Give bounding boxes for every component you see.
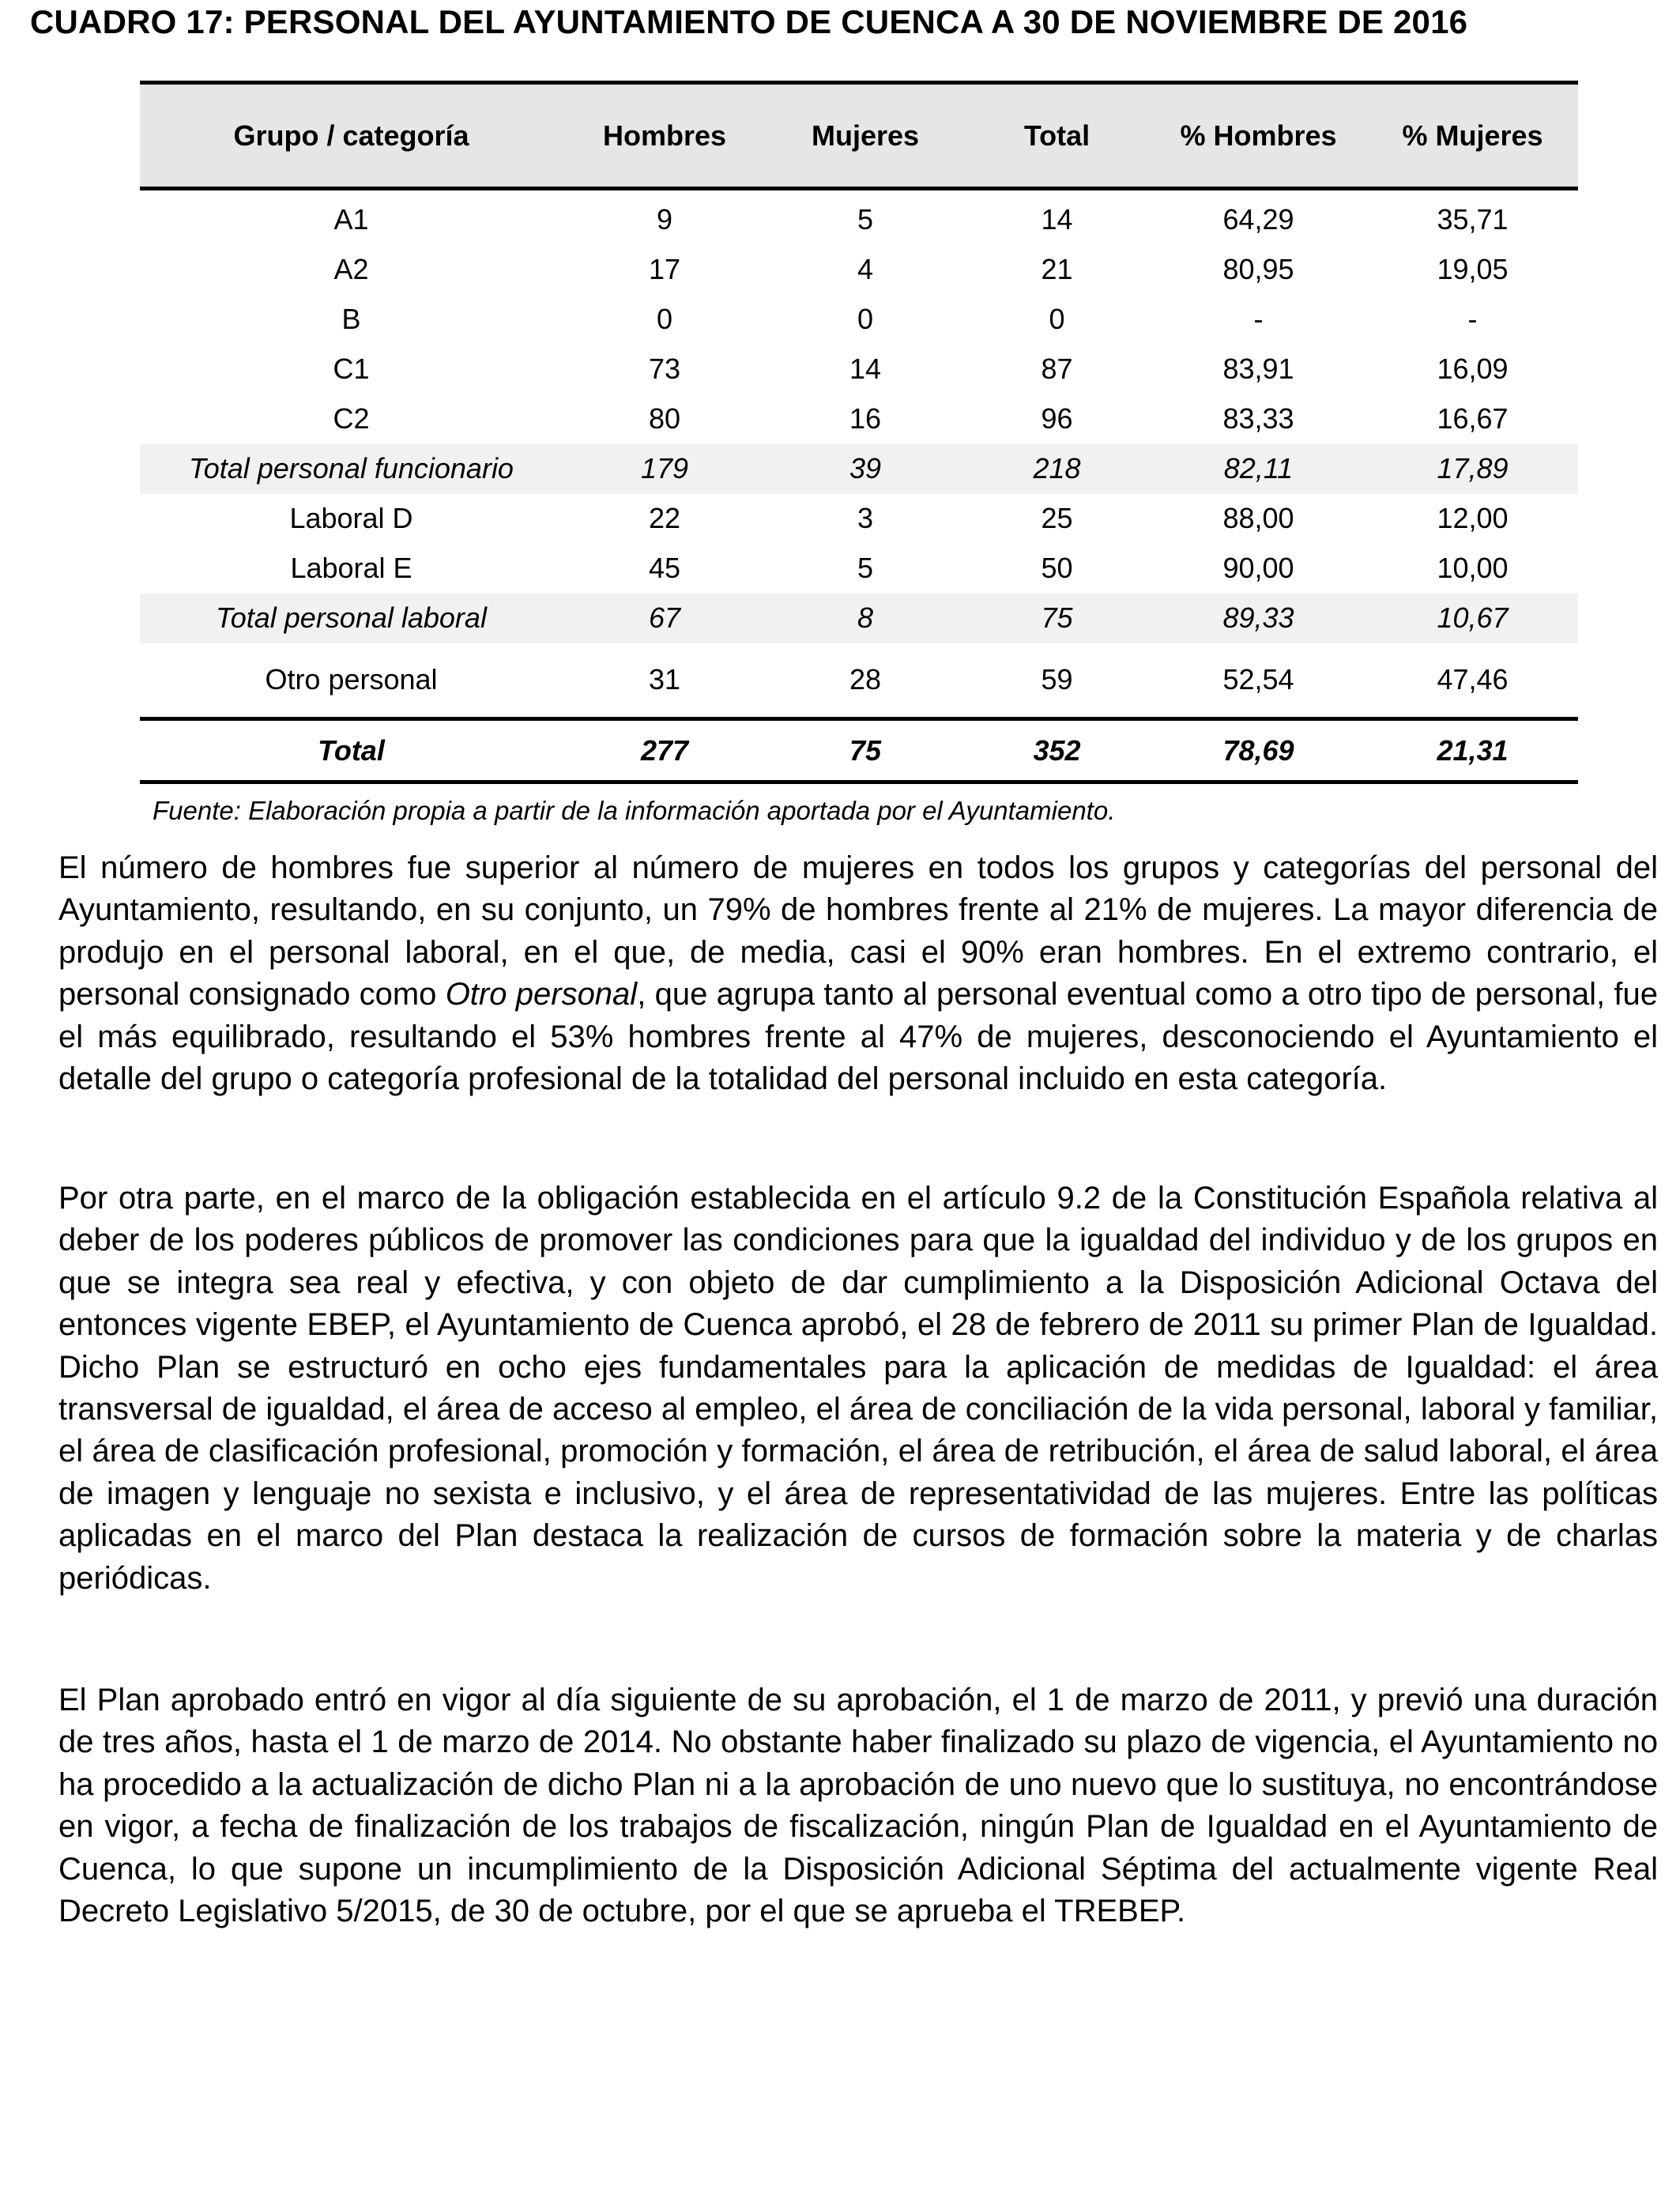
table-cell: 90,00: [1222, 552, 1294, 584]
table-cell: 89,33: [1150, 594, 1367, 643]
table-spacer: [140, 189, 1578, 195]
subtotal-row-funcionario: [140, 444, 1578, 494]
table-cell: Otro personal: [265, 663, 438, 696]
table-cell: 0: [1049, 303, 1065, 335]
table-cell: C2: [333, 402, 370, 435]
paragraph-2: Por otra parte, en el marco de la obligación establecida en el artículo 9.2 de la Constitución Española relativa al deber de los poderes públicos de promover las condiciones para que la igualdad del individuo y de los grupos en que se integra sea real y efectiva, y con objeto de dar cumplimiento a la Disposición Adicional Octava del entonces vigente EBEP, el Ayuntamiento de Cuenca aprobó, el 28 de febrero de 2011 su primer Plan de Igualdad. Dicho Plan se estructuró en ocho ejes fundamentales para la aplicación de medidas de Igualdad: el área transversal de igualdad, el área de acceso al empleo, el área de conciliación de la vida personal, laboral y familiar, el área de clasificación profesional, promoción y formación, el área de retribución, el área de salud laboral, el área de imagen y lenguaje no sexista e inclusivo, y el área de representatividad de las mujeres. Entre las políticas aplicadas en el marco del Plan destaca la realización de cursos de formación sobre la materia y de charlas periódicas.: [58, 1181, 1658, 1596]
table-row: [140, 643, 1578, 719]
table-cell: 83,33: [1222, 402, 1294, 435]
table-cell: 179: [563, 444, 767, 494]
table-cell: 0: [656, 303, 673, 335]
table-row: [140, 295, 1578, 345]
table-cell: 52,54: [1222, 663, 1294, 696]
subtotal-row-laboral: [140, 594, 1578, 643]
table-cell: Total: [140, 719, 563, 782]
table-cell: Total personal laboral: [140, 594, 563, 643]
table-cell: B: [341, 303, 361, 335]
paragraph-1-emphasis: Otro personal: [445, 977, 638, 1012]
table-cell: 4: [857, 253, 874, 285]
table-cell: 83,91: [1222, 352, 1294, 385]
table-cell: 16,67: [1437, 402, 1509, 435]
table-cell: 14: [1041, 203, 1073, 236]
table-cell: 9: [656, 203, 673, 236]
table-source-note: Fuente: Elaboración propia a partir de la información aportada por el Ayuntamiento.: [153, 796, 1116, 825]
table-cell: 64,29: [1222, 203, 1294, 236]
table-cell: -: [1467, 303, 1478, 335]
paragraph-1-text-b: , que agrupa tanto al personal eventual como a otro tipo de personal, fue el más equilibrado, resultando el 53% hombres frente al 47% de mujeres, desconociendo el Ayuntamiento el detalle del grupo o categoría profesional de la totalidad del personal incluido en esta categoría.: [58, 977, 1659, 1097]
paragraph-1-text-a: El número de hombres fue superior al número de mujeres en todos los grupos y categorías del personal del Ayuntamiento, resultando, en su conjunto, un 79% de hombres frente al 21% de mujeres. La mayor diferencia de produjo en el personal laboral, en el que, de media, casi el 90% eran hombres. En el extremo contrario, el personal consignado como: [58, 850, 1658, 1012]
table-row: [140, 195, 1578, 245]
paragraph-1: [58, 847, 1658, 1100]
table-row: [140, 345, 1578, 394]
table-cell: 277: [563, 719, 767, 782]
table-cell: 59: [1041, 663, 1073, 696]
table-cell: 35,71: [1437, 203, 1509, 236]
table-cell: 82,11: [1150, 444, 1367, 494]
table-cell: 14: [849, 352, 882, 385]
table-row: [140, 544, 1578, 594]
column-header-total: Total: [964, 83, 1150, 189]
column-header-pct-men: % Hombres: [1150, 83, 1367, 189]
table-row: [140, 394, 1578, 444]
table-cell: 0: [857, 303, 874, 335]
table-cell: 16,09: [1437, 352, 1509, 385]
personnel-table: [140, 81, 1578, 784]
table-cell: 17,89: [1367, 444, 1578, 494]
table-cell: 5: [857, 552, 874, 584]
grand-total-row: [140, 719, 1578, 782]
table-row: [140, 494, 1578, 544]
table-cell: 39: [767, 444, 964, 494]
table-cell: -: [1253, 303, 1264, 335]
table-cell: 88,00: [1222, 502, 1294, 534]
table-cell: 22: [648, 502, 681, 534]
table-cell: Laboral E: [290, 552, 412, 584]
table-cell: 73: [648, 352, 681, 385]
table-cell: 75: [767, 719, 964, 782]
table-cell: 47,46: [1437, 663, 1509, 696]
table-cell: 28: [849, 663, 882, 696]
table-cell: 78,69: [1150, 719, 1367, 782]
table-cell: 80: [648, 402, 681, 435]
table-cell: 31: [648, 663, 681, 696]
table-cell: Total personal funcionario: [140, 444, 563, 494]
column-header-women: Mujeres: [767, 83, 964, 189]
table-cell: 21,31: [1367, 719, 1578, 782]
table-cell: 75: [964, 594, 1150, 643]
table-cell: 19,05: [1437, 253, 1509, 285]
table-cell: 67: [563, 594, 767, 643]
table-cell: 218: [964, 444, 1150, 494]
spacer-cell: [140, 189, 1578, 195]
table-header-row: [140, 83, 1578, 189]
table-cell: 50: [1041, 552, 1073, 584]
table-cell: 87: [1041, 352, 1073, 385]
paragraph-3: El Plan aprobado entró en vigor al día siguiente de su aprobación, el 1 de marzo de 2011, y previó una duración de tres años, hasta el 1 de marzo de 2014. No obstante haber finalizado su plazo de vigencia, el Ayuntamiento no ha procedido a la actualización de dicho Plan ni a la aprobación de uno nuevo que lo sustituya, no encontrándose en vigor, a fecha de finalización de los trabajos de fiscalización, ningún Plan de Igualdad en el Ayuntamiento de Cuenca, lo que supone un incumplimiento de la Disposición Adicional Séptima del actualmente vigente Real Decreto Legislativo 5/2015, de 30 de octubre, por el que se aprueba el TREBEP.: [58, 1683, 1658, 1929]
column-header-pct-women: % Mujeres: [1367, 83, 1578, 189]
table-cell: 21: [1041, 253, 1073, 285]
table-cell: 10,67: [1367, 594, 1578, 643]
table-cell: 96: [1041, 402, 1073, 435]
table-cell: 45: [648, 552, 681, 584]
table-cell: 16: [849, 402, 882, 435]
table-cell: 25: [1041, 502, 1073, 534]
table-cell: 3: [857, 502, 874, 534]
table-cell: 12,00: [1437, 502, 1509, 534]
table-cell: 17: [648, 253, 681, 285]
table-cell: 10,00: [1437, 552, 1509, 584]
column-header-group: Grupo / categoría: [140, 83, 563, 189]
table-cell: 80,95: [1222, 253, 1294, 285]
table-cell: 8: [767, 594, 964, 643]
table-title: CUADRO 17: PERSONAL DEL AYUNTAMIENTO DE CUENCA A 30 DE NOVIEMBRE DE 2016: [30, 3, 1468, 40]
table-row: [140, 245, 1578, 295]
table-cell: A2: [333, 253, 369, 285]
table-cell: A1: [333, 203, 369, 236]
table-cell: 352: [964, 719, 1150, 782]
table-cell: 5: [857, 203, 874, 236]
column-header-men: Hombres: [563, 83, 767, 189]
table-cell: Laboral D: [289, 502, 413, 534]
table-cell: C1: [333, 352, 370, 385]
